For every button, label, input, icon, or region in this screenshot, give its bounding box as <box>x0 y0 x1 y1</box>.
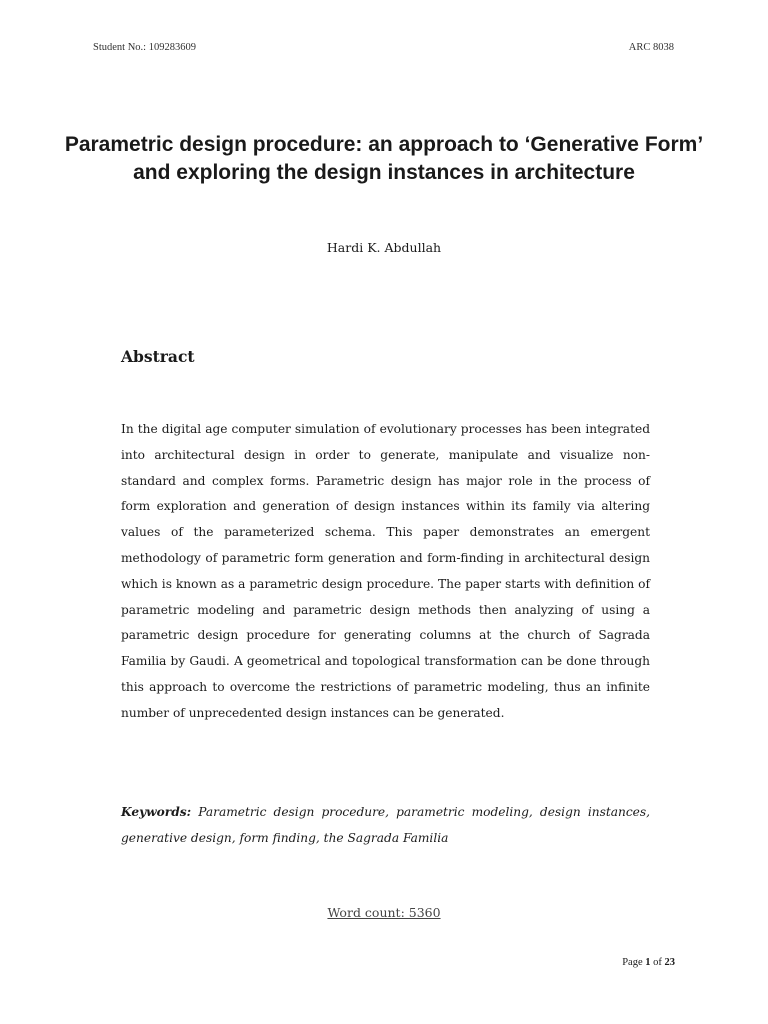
keywords-text: Parametric design procedure, parametric modeling, design instances, generative design, form finding, the Sagrada Familia <box>121 805 651 845</box>
author-name: Hardi K. Abdullah <box>326 240 442 255</box>
paper-title: Parametric design procedure: an approach to ‘Generative Form’ and exploring the design instances in architecture <box>64 133 704 184</box>
abstract-heading: Abstract <box>121 347 195 366</box>
abstract-body: In the digital age computer simulation of evolutionary processes has been integrated into architectural design in order to generate, manipulate and visualize non-standard and complex forms. Parametric design has major role in the process of form exploration and generation of design instances within its family via altering values of the parameterized schema. This paper demonstrates an emergent methodology of parametric form generation and form-finding in architectural design which is known as a parametric design procedure. The paper starts with definition of parametric modeling and parametric design methods then analyzing of using a parametric design procedure for generating columns at the church of Sagrada Familia by Gaudi. A geometrical and topological transformation can be done through this approach to overcome the restrictions of parametric modeling, thus an infinite number of unprecedented design instances can be generated. <box>121 422 650 720</box>
header-course-code: ARC 8038 <box>628 42 674 53</box>
of-label: of <box>653 957 662 968</box>
page-label: Page <box>622 957 643 968</box>
word-count: Word count: 5360 <box>327 905 441 920</box>
total-pages: 23 <box>664 957 675 968</box>
header-student-number: Student No.: 109283609 <box>93 42 196 53</box>
keywords-paragraph <box>121 800 650 852</box>
keywords-label: Keywords: <box>121 805 192 819</box>
page-footer <box>622 957 675 968</box>
page-number: 1 <box>645 957 651 968</box>
